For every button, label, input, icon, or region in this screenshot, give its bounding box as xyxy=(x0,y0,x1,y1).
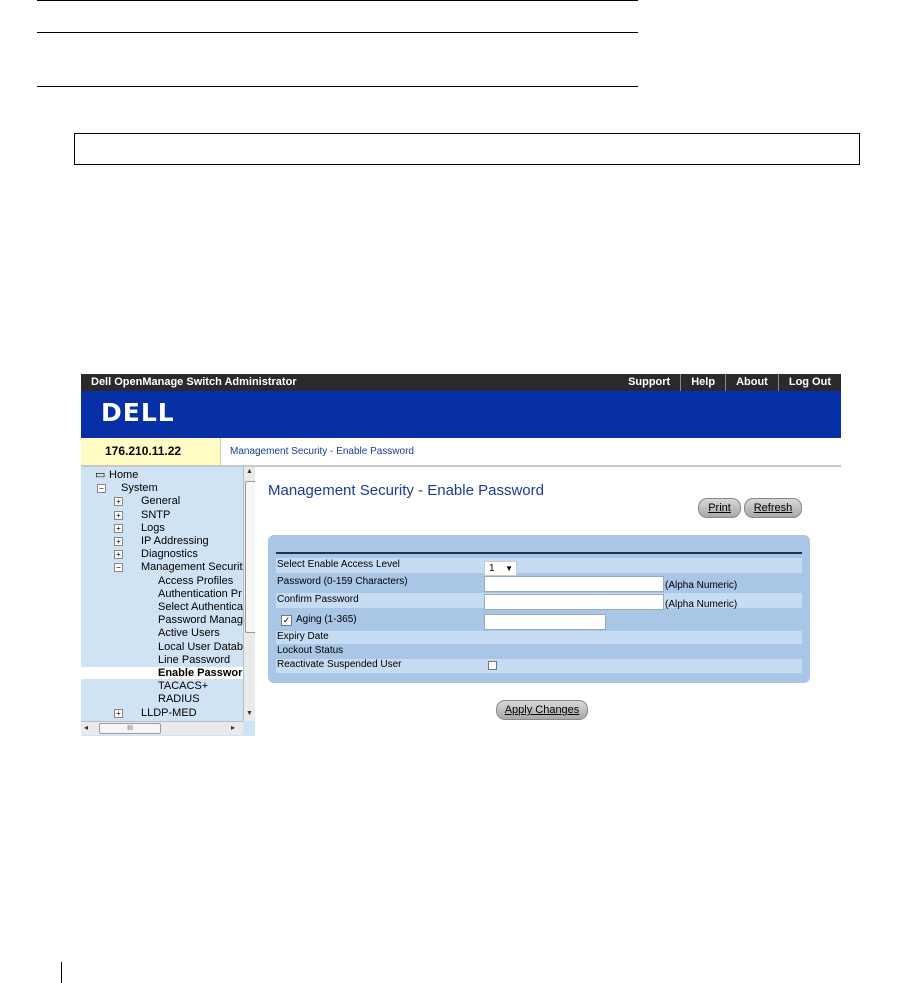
row-lockout xyxy=(276,645,802,658)
tree-item[interactable]: General xyxy=(141,495,181,508)
tree-item[interactable]: Management Securit xyxy=(141,561,243,574)
tree-item[interactable]: LLDP-MED xyxy=(141,706,197,719)
access-level-label: Select Enable Access Level xyxy=(277,559,400,570)
tree-item[interactable]: Home xyxy=(109,469,139,481)
tree-item[interactable]: Active Users xyxy=(158,627,220,640)
collapse-icon[interactable]: − xyxy=(114,563,123,572)
chevron-down-icon: ▼ xyxy=(505,564,513,573)
tree-item[interactable]: Select Authentica xyxy=(158,601,243,613)
tree-item[interactable]: Diagnostics xyxy=(141,548,198,561)
doc-bottom-tick xyxy=(61,962,62,983)
expand-icon[interactable]: + xyxy=(114,537,123,546)
home-icon: ▭ xyxy=(95,469,106,481)
tree-list xyxy=(81,467,243,721)
device-ip: 176.210.11.22 xyxy=(105,444,182,458)
password-field[interactable] xyxy=(484,576,664,592)
scroll-up-icon[interactable]: ▲ xyxy=(246,468,253,475)
page-title: Management Security - Enable Password xyxy=(268,482,544,499)
aging-field[interactable] xyxy=(484,614,606,630)
collapse-icon[interactable]: − xyxy=(97,484,106,493)
title-bar xyxy=(81,374,841,391)
password-label: Password (0-159 Characters) xyxy=(277,576,408,587)
lockout-label: Lockout Status xyxy=(277,645,344,656)
password-hint: (Alpha Numeric) xyxy=(665,580,738,591)
breadcrumb: Management Security - Enable Password xyxy=(230,446,414,457)
app-window xyxy=(81,374,841,736)
scroll-down-icon[interactable]: ▼ xyxy=(246,710,253,717)
row-access-level xyxy=(276,558,802,573)
tree-item[interactable]: RADIUS xyxy=(158,693,200,706)
ip-bar xyxy=(81,438,841,467)
top-nav xyxy=(618,374,841,391)
tree-item[interactable]: Password Manag xyxy=(158,614,243,627)
tree-item[interactable]: Local User Datab xyxy=(158,640,243,653)
reactivate-label: Reactivate Suspended User xyxy=(277,659,402,670)
apply-changes-button[interactable]: Apply Changes xyxy=(496,700,588,720)
expand-icon[interactable]: + xyxy=(114,709,123,718)
scroll-thumb[interactable] xyxy=(245,481,255,633)
tree-horizontal-scrollbar[interactable] xyxy=(81,721,243,735)
tree-item[interactable]: TACACS+ xyxy=(158,680,209,693)
expand-icon[interactable]: + xyxy=(114,511,123,520)
access-level-select[interactable] xyxy=(484,561,517,576)
doc-rule-2 xyxy=(37,32,638,33)
print-button[interactable]: Print xyxy=(698,498,741,518)
doc-note-box xyxy=(74,133,860,165)
hscroll-thumb[interactable]: III xyxy=(99,723,161,734)
tree-item[interactable]: IP Addressing xyxy=(141,535,209,547)
access-level-value: 1 xyxy=(489,563,495,574)
confirm-label: Confirm Password xyxy=(277,594,359,605)
confirm-password-field[interactable] xyxy=(484,594,664,610)
tree-item[interactable]: Authentication Pr xyxy=(158,587,242,600)
expand-icon[interactable]: + xyxy=(114,550,123,559)
tree-item[interactable]: Access Profiles xyxy=(158,574,234,587)
expiry-label: Expiry Date xyxy=(277,631,329,642)
nav-logout[interactable]: Log Out xyxy=(778,374,841,391)
brand-bar xyxy=(81,391,841,438)
tree-item[interactable]: SNTP xyxy=(141,508,171,521)
main-content xyxy=(256,467,841,736)
expand-icon[interactable]: + xyxy=(114,524,123,533)
tree-item[interactable]: Logs xyxy=(141,521,165,534)
aging-label: Aging (1-365) xyxy=(296,614,357,625)
refresh-button[interactable]: Refresh xyxy=(744,498,802,518)
confirm-hint: (Alpha Numeric) xyxy=(665,599,738,610)
aging-checkbox[interactable]: ✓ xyxy=(282,615,291,625)
nav-tree xyxy=(81,467,255,736)
tree-item[interactable]: System xyxy=(121,482,158,495)
dell-logo: DELL xyxy=(101,398,175,427)
tree-item[interactable]: Enable Passwor xyxy=(81,667,243,679)
row-expiry xyxy=(276,631,802,644)
panel-divider xyxy=(276,552,802,554)
nav-help[interactable]: Help xyxy=(680,374,725,391)
doc-top-rule xyxy=(37,0,638,1)
ip-box xyxy=(81,438,221,465)
form-panel xyxy=(268,535,810,683)
app-title: Dell OpenManage Switch Administrator xyxy=(91,376,297,388)
tree-item[interactable]: Line Password xyxy=(158,653,231,666)
doc-rule-3 xyxy=(37,86,638,87)
scroll-right-icon[interactable]: ▸ xyxy=(231,723,236,732)
expand-icon[interactable]: + xyxy=(114,497,123,506)
reactivate-checkbox[interactable] xyxy=(488,661,497,670)
tree-vertical-scrollbar[interactable] xyxy=(243,467,255,721)
row-reactivate xyxy=(276,659,802,673)
nav-about[interactable]: About xyxy=(725,374,778,391)
scroll-left-icon[interactable]: ◂ xyxy=(84,723,89,732)
nav-support[interactable]: Support xyxy=(628,376,671,388)
